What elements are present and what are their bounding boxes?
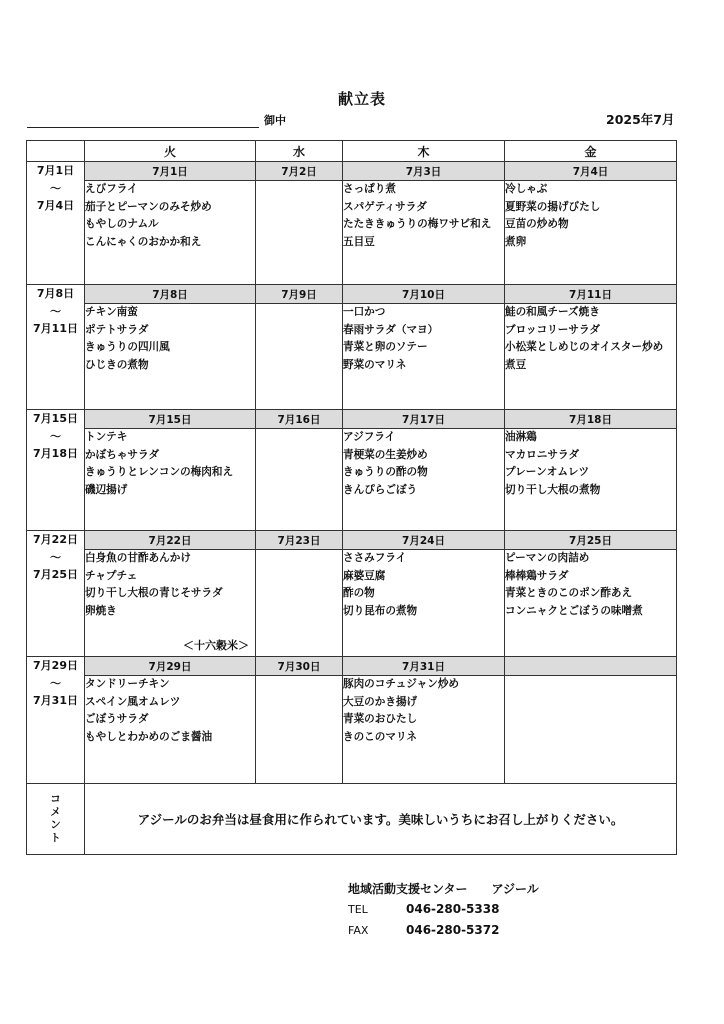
menu-cell [256,676,343,784]
menu-item: さっぱり煮 [343,183,396,195]
menu-item: 野菜のマリネ [343,358,407,371]
comment-row [27,784,677,855]
menu-cell [343,181,505,285]
footer-fax [348,923,499,937]
menu-item: 磯辺揚げ [85,483,128,496]
menu-row [27,676,677,784]
menu-cell [343,550,505,657]
menu-item: 一口かつ [343,306,386,318]
page-title: 献立表 [337,90,386,108]
menu-item: タンドリーチキン [85,678,170,690]
menu-item: きのこのマリネ [343,730,417,743]
week-range-text: 7月8日 [36,287,75,300]
menu-note: ＜十六穀米＞ [183,638,249,652]
menu-row [27,550,677,657]
menu-row [27,304,677,410]
footer-org: 地域活動支援センター アジール [348,882,539,896]
menu-cell [85,676,256,784]
menu-item: トンテキ [85,431,128,443]
date-cell: 7月23日 [256,531,343,550]
menu-item: 小松菜としめじのオイスター炒め [505,341,664,353]
menu-item: コンニャクとごぼうの味噌煮 [505,604,643,617]
menu-cell [85,181,256,285]
menu-cell [343,429,505,531]
menu-row [27,429,677,531]
date-cell: 7月16日 [256,410,343,429]
recipient-line [27,127,259,128]
menu-cell [256,304,343,410]
week-range-text: 〜 [50,429,61,443]
menu-item: 豆苗の炒め物 [505,218,569,230]
menu-item: 夏野菜の揚げびたし [505,200,601,213]
date-cell: 7月4日 [505,162,677,181]
menu-item: きゅうりとレンコンの梅肉和え [85,466,234,478]
date-row [27,657,677,676]
day-header: 木 [343,141,505,162]
recipient-suffix: 御中 [264,114,286,127]
date-cell: 7月24日 [343,531,505,550]
menu-cell [505,676,677,784]
menu-item: こんにゃくのおかか和え [85,235,202,248]
menu-item: もやしのナムル [85,218,159,230]
menu-item: かぼちゃサラダ [85,448,160,461]
menu-item: 切り昆布の煮物 [343,604,418,617]
menu-item: 酢の物 [343,587,375,599]
menu-cell [343,304,505,410]
menu-item: プレーンオムレツ [505,466,590,478]
day-header: 火 [85,141,256,162]
menu-item: チキン南蛮 [85,306,138,318]
menu-item: 春雨サラダ（マヨ） [343,323,439,336]
date-cell: 7月11日 [505,285,677,304]
date-cell: 7月10日 [343,285,505,304]
menu-cell [505,550,677,657]
date-row [27,410,677,429]
menu-item: 青菜と卵のソテー [343,341,428,353]
menu-item: 大豆のかき揚げ [343,695,418,708]
fax-number: 046-280-5372 [406,923,500,937]
menu-cell [85,550,256,657]
menu-cell [343,676,505,784]
menu-table [26,140,677,855]
menu-item: 油淋鶏 [505,431,537,443]
date-cell: 7月25日 [505,531,677,550]
menu-cell [505,304,677,410]
date-cell: 7月29日 [85,657,256,676]
menu-item: きゅうりの四川風 [85,341,170,353]
menu-item: ポテトサラダ [85,323,149,336]
menu-item: 切り干し大根の青じそサラダ [85,587,223,599]
week-range-text: 7月22日 [33,533,78,546]
menu-item: 煮卵 [505,235,527,248]
day-header: 水 [256,141,343,162]
menu-item: 冷しゃぶ [505,183,548,195]
menu-cell [256,550,343,657]
menu-cell [505,181,677,285]
menu-item: 五目豆 [343,235,375,248]
week-range-text: 7月25日 [33,568,78,581]
comment-label: コ メ ン ト [27,784,85,855]
week-range-text: 〜 [50,181,61,195]
menu-cell [85,429,256,531]
day-header: 金 [505,141,677,162]
menu-item: スペイン風オムレツ [85,695,181,708]
date-cell: 7月15日 [85,410,256,429]
week-range-text: 7月31日 [33,694,78,707]
week-range-text: 7月18日 [33,447,78,460]
menu-item: ブロッコリーサラダ [505,323,601,336]
week-range [27,162,85,285]
week-range-text: 〜 [50,304,61,318]
date-cell: 7月2日 [256,162,343,181]
date-cell: 7月30日 [256,657,343,676]
menu-item: 茄子とピーマンのみそ炒め [85,200,212,213]
week-range [27,410,85,531]
menu-item: マカロニサラダ [505,448,580,461]
date-cell: 7月17日 [343,410,505,429]
menu-item: 棒棒鶏サラダ [505,569,569,582]
date-cell: 7月31日 [343,657,505,676]
menu-cell [505,429,677,531]
menu-item: 鮭の和風チーズ焼き [505,306,600,318]
week-range [27,657,85,784]
menu-item: きんぴらごぼう [343,483,418,496]
week-range-text: 7月1日 [36,164,75,177]
menu-item: 白身魚の甘酢あんかけ [85,552,191,564]
corner-cell [27,141,85,162]
menu-item: 煮豆 [505,358,527,371]
menu-item: ひじきの煮物 [85,358,149,371]
date-row [27,531,677,550]
menu-item: ごぼうサラダ [85,713,149,725]
menu-cell [256,429,343,531]
date-cell [505,657,677,676]
day-header-row [27,141,677,162]
week-range-text: 〜 [50,550,61,564]
comment-text: アジールのお弁当は昼食用に作られています。美味しいうちにお召し上がりください。 [85,784,677,855]
menu-cell [85,304,256,410]
menu-item: 豚肉のコチュジャン炒め [343,678,460,690]
menu-item: 麻婆豆腐 [343,569,386,582]
menu-item: アジフライ [343,431,396,443]
menu-item: スパゲティサラダ [343,200,427,213]
date-cell: 7月1日 [85,162,256,181]
menu-item: 切り干し大根の煮物 [505,483,601,496]
date-cell: 7月18日 [505,410,677,429]
menu-month: 2025年7月 [606,112,675,127]
week-range-text: 7月29日 [33,659,78,672]
menu-item: ささみフライ [343,552,407,564]
footer-tel [348,902,499,916]
week-range [27,531,85,657]
week-range [27,285,85,410]
menu-cell [256,181,343,285]
menu-item: 卵焼き [85,604,117,617]
date-cell: 7月8日 [85,285,256,304]
menu-item: チャプチェ [85,569,138,582]
menu-item: えびフライ [85,183,138,195]
menu-item: 青菜ときのこのポン酢あえ [505,587,633,599]
date-cell: 7月22日 [85,531,256,550]
fax-label: FAX [348,924,369,937]
menu-item: たたききゅうりの梅ワサビ和え [343,218,492,230]
week-range-text: 7月11日 [33,322,78,335]
date-row [27,285,677,304]
menu-item: 青菜のおひたし [343,713,418,725]
week-range-text: 〜 [50,676,61,690]
menu-item: ピーマンの肉詰め [505,552,590,564]
date-row [27,162,677,181]
date-cell: 7月3日 [343,162,505,181]
tel-number: 046-280-5338 [406,902,500,916]
menu-item: 青梗菜の生姜炒め [343,448,428,461]
week-range-text: 7月4日 [36,199,75,212]
menu-item: きゅうりの酢の物 [343,466,428,478]
date-cell: 7月9日 [256,285,343,304]
menu-row [27,181,677,285]
tel-label: TEL [348,903,368,916]
menu-item: もやしとわかめのごま醤油 [85,730,213,743]
week-range-text: 7月15日 [33,412,78,425]
